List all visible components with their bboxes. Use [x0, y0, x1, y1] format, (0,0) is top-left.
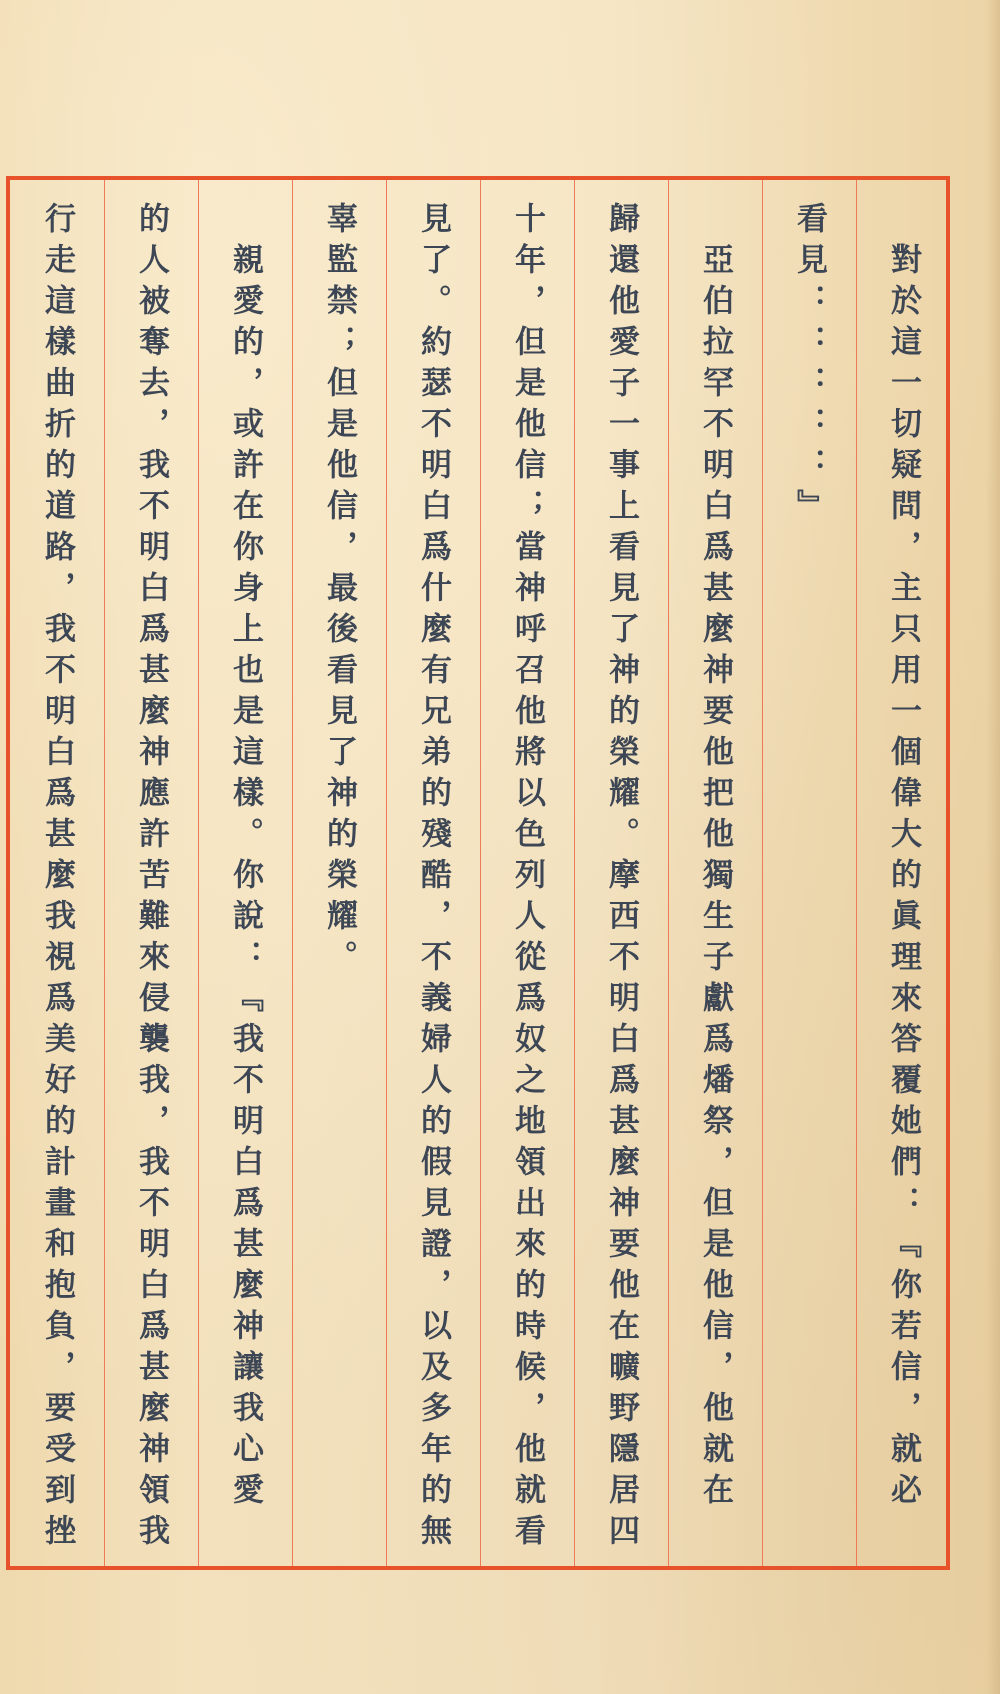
- column-divider: [856, 180, 857, 1566]
- column-text: 行走這樣曲折的道路，我不明白爲甚麼我視爲美好的計畫和抱負，要受到挫: [39, 202, 75, 1555]
- text-column-8: [198, 180, 292, 1566]
- text-column-4: [574, 180, 668, 1566]
- column-divider: [292, 180, 293, 1566]
- text-column-1: [856, 180, 950, 1566]
- column-divider: [104, 180, 105, 1566]
- column-divider: [668, 180, 669, 1566]
- column-text: 看見：：：：：』: [791, 202, 827, 530]
- text-column-10: [10, 180, 104, 1566]
- column-divider: [198, 180, 199, 1566]
- text-column-9: [104, 180, 198, 1566]
- column-text: 辜監禁；但是他信，最後看見了神的榮耀。: [321, 202, 357, 981]
- text-column-2: [762, 180, 856, 1566]
- column-text: 對於這一切疑問，主只用一個偉大的眞理來答覆她們：『你若信，就必: [885, 202, 921, 1514]
- column-text: 的人被奪去，我不明白爲甚麼神應許苦難來侵襲我，我不明白爲甚麼神領我: [133, 202, 169, 1555]
- column-divider: [762, 180, 763, 1566]
- column-text: 見了。約瑟不明白爲什麼有兄弟的殘酷，不義婦人的假見證，以及多年的無: [415, 202, 451, 1555]
- text-column-5: [480, 180, 574, 1566]
- text-column-7: [292, 180, 386, 1566]
- column-divider: [480, 180, 481, 1566]
- text-frame: [6, 176, 950, 1570]
- column-text: 亞伯拉罕不明白爲甚麼神要他把他獨生子獻爲燔祭，但是他信，他就在: [697, 202, 733, 1514]
- column-divider: [574, 180, 575, 1566]
- column-text: 十年，但是他信；當神呼召他將以色列人從爲奴之地領出來的時候，他就看: [509, 202, 545, 1555]
- column-text: 親愛的，或許在你身上也是這樣。你說：『我不明白爲甚麼神讓我心愛: [227, 202, 263, 1514]
- page-fold-shadow: [986, 0, 1000, 1694]
- column-text: 歸還他愛子一事上看見了神的榮耀。摩西不明白爲甚麼神要他在曠野隱居四: [603, 202, 639, 1555]
- text-column-6: [386, 180, 480, 1566]
- text-column-3: [668, 180, 762, 1566]
- column-divider: [386, 180, 387, 1566]
